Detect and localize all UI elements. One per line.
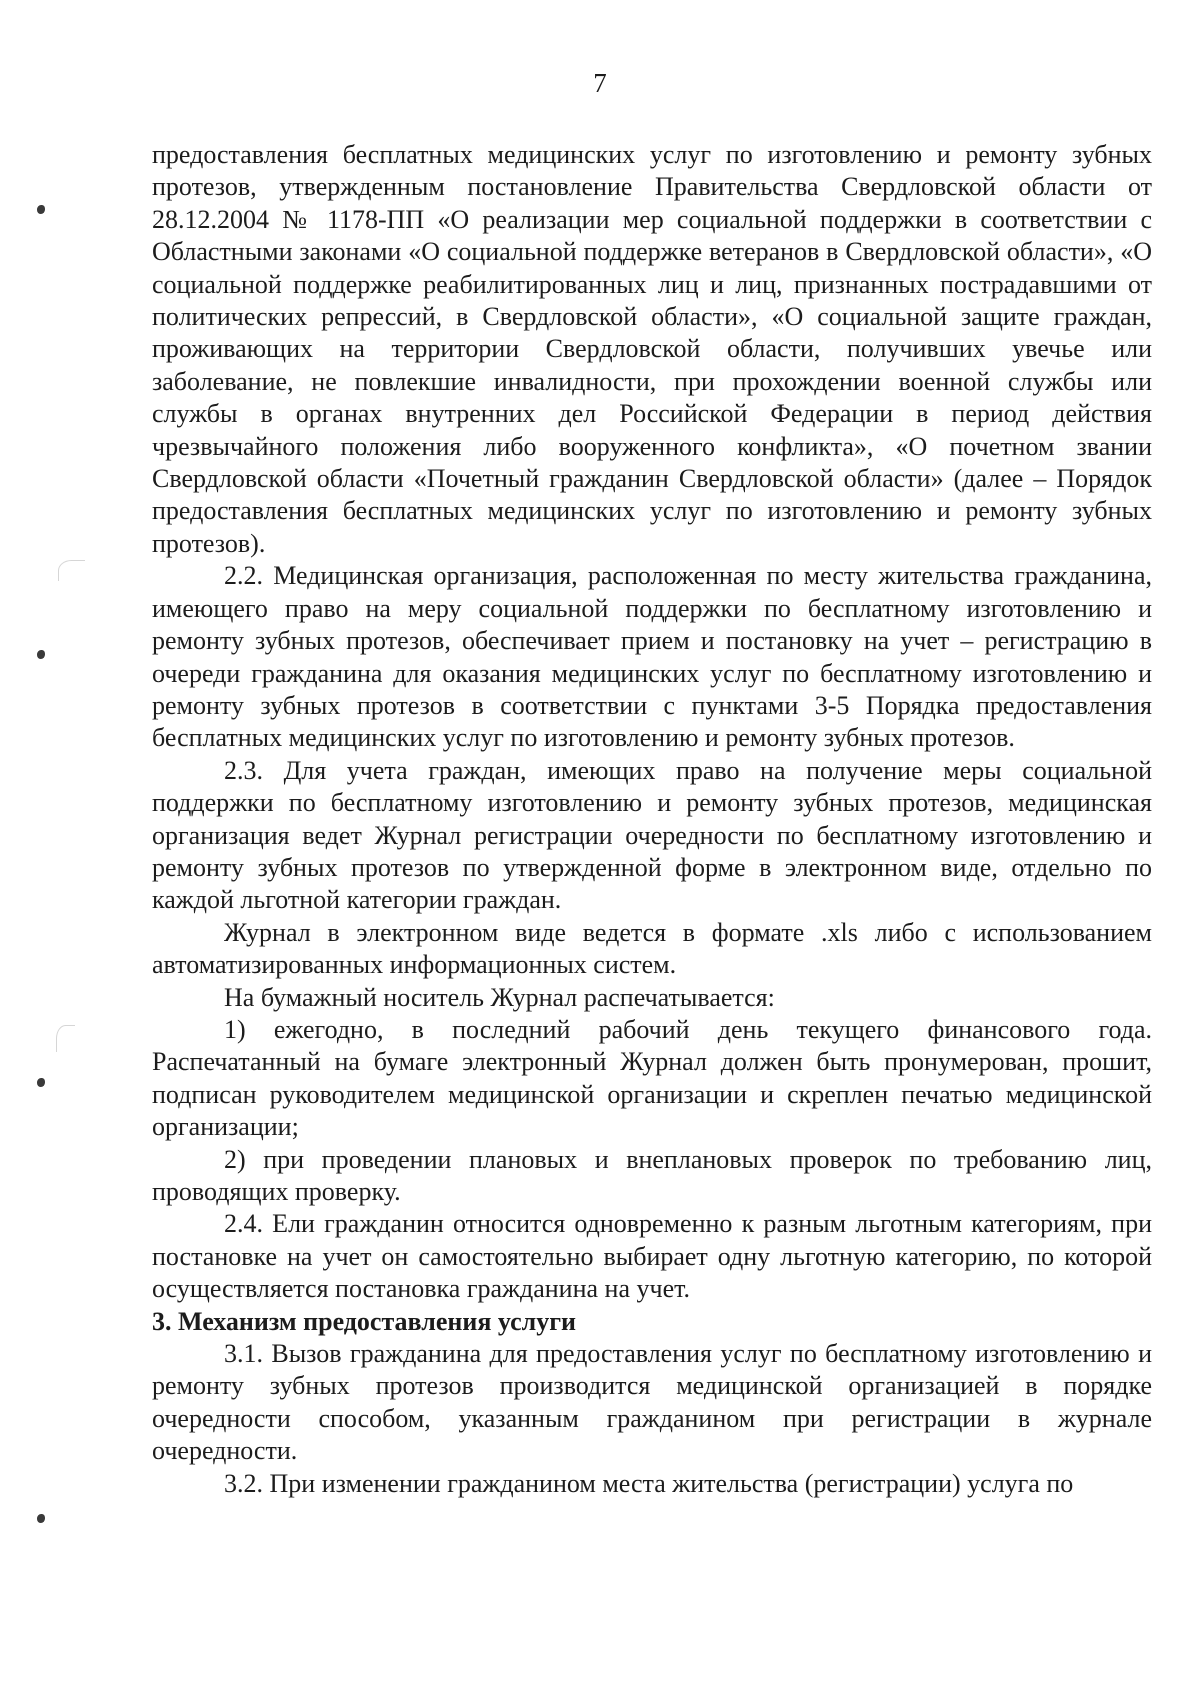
paragraph-journal-print: На бумажный носитель Журнал распечатывается: <box>224 982 775 1012</box>
paragraph-continuation: предоставления бесплатных медицинских услуг по изготовлению и ремонту зубных протезов, утвержденным постановление Правительства Свердловской области от 28.12.2004 № 1178-ПП «О реализации мер социальной поддержки в соответствии с Областными законами «О социальной поддержке ветеранов в Свердловской области», «О социальной поддержке реабилитированных лиц и лиц, признанных пострадавшими от политических репрессий, в Свердловской области», «О социальной защите граждан, проживающих на территории Свердловской области, получивших увечье или заболевание, не повлекшие инвалидности, при прохождении военной службы или службы в органах внутренних дел Российской Федерации в период действия чрезвычайного положения либо вооруженного конфликта», «О почетном звании Свердловской области «Почетный гражданин Свердловской области» (далее – Порядок предоставления бесплатных медицинских услуг по изготовлению и ремонту зубных протезов). <box>152 140 1152 558</box>
document-body <box>152 139 1152 1500</box>
page-number: 7 <box>593 68 607 98</box>
section-heading: 3. Механизм предоставления услуги <box>152 1306 577 1336</box>
punch-hole-mark-4 <box>37 1514 45 1523</box>
paragraph-journal-format: Журнал в электронном виде ведется в формате .xls либо с использованием автоматизированных информационных систем. <box>152 917 1152 980</box>
paragraph-2-4: 2.4. Ели гражданин относится одновременно к разным льготным категориям, при постановке на учет он самостоятельно выбирает одну льготную категорию, по которой осуществляется постановка гражданина на учет. <box>152 1209 1152 1304</box>
list-item-1: 1) ежегодно, в последний рабочий день текущего финансового года. Распечатанный на бумаге электронный Журнал должен быть пронумерован, прошит, подписан руководителем медицинской организации и скреплен печатью медицинской организации; <box>152 1014 1152 1142</box>
paragraph-3-1: 3.1. Вызов гражданина для предоставления услуг по бесплатному изготовлению и ремонту зубных протезов производится медицинской организацией в порядке очередности способом, указанным гражданином при регистрации в журнале очередности. <box>152 1339 1152 1466</box>
list-item-2: 2) при проведении плановых и внеплановых проверок по требованию лиц, проводящих проверку. <box>152 1144 1152 1206</box>
punch-hole-mark-3 <box>37 1078 45 1087</box>
punch-hole-mark-1 <box>37 205 45 214</box>
scan-smudge-mark-2 <box>56 1025 75 1052</box>
paragraph-2-3: 2.3. Для учета граждан, имеющих право на получение меры социальной поддержки по бесплатному изготовлению и ремонту зубных протезов, медицинская организация ведет Журнал регистрации очередности по бесплатному изготовлению и ремонту зубных протезов по утвержденной форме в электронном виде, отдельно по каждой льготной категории граждан. <box>152 755 1152 915</box>
scan-smudge-mark-1 <box>58 560 85 581</box>
paragraph-2-2: 2.2. Медицинская организация, расположенная по месту жительства гражданина, имеющего право на меру социальной поддержки по бесплатному изготовлению и ремонту зубных протезов, обеспечивает прием и постановку на учет – регистрацию в очереди гражданина для оказания медицинских услуг по бесплатному изготовлению и ремонту зубных протезов в соответствии с пунктами 3-5 Порядка предоставления бесплатных медицинских услуг по изготовлению и ремонту зубных протезов. <box>152 561 1152 753</box>
paragraph-3-2: 3.2. При изменении гражданином места жительства (регистрации) услуга по <box>224 1468 1074 1498</box>
punch-hole-mark-2 <box>37 650 45 659</box>
